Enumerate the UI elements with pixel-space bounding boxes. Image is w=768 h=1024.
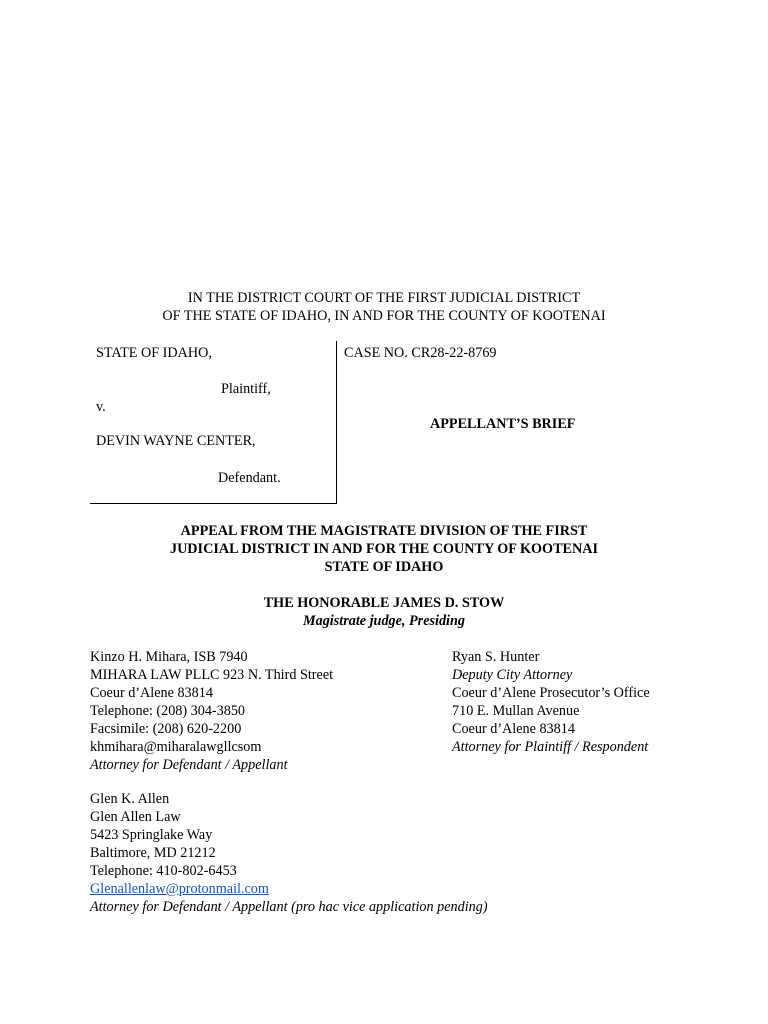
appeal-heading-line-1: APPEAL FROM THE MAGISTRATE DIVISION OF THE FIRST — [180, 523, 588, 539]
case-number: CASE NO. CR28-22-8769 — [344, 345, 497, 361]
counsel-left-fax: Facsimile: (208) 620-2200 — [90, 721, 242, 737]
counsel-bottom-name: Glen K. Allen — [90, 791, 170, 807]
counsel-left-phone: Telephone: (208) 304-3850 — [90, 703, 246, 719]
counsel-bottom-street: 5423 Springlake Way — [90, 827, 213, 843]
counsel-bottom-phone: Telephone: 410-802-6453 — [90, 863, 237, 879]
counsel-left-block — [90, 648, 333, 774]
judge-title: Magistrate judge, Presiding — [303, 613, 465, 629]
versus-label: v. — [96, 399, 106, 415]
defendant-role: Defendant. — [218, 470, 281, 486]
counsel-bottom-city: Baltimore, MD 21212 — [90, 845, 216, 861]
counsel-left-role: Attorney for Defendant / Appellant — [90, 757, 288, 773]
counsel-left-name: Kinzo H. Mihara, ISB 7940 — [90, 649, 248, 665]
caption-horizontal-divider — [90, 503, 337, 504]
plaintiff-role: Plaintiff, — [221, 381, 271, 397]
counsel-bottom-email-link[interactable]: Glenallenlaw@protonmail.com — [90, 881, 269, 897]
defendant-name: DEVIN WAYNE CENTER, — [96, 433, 256, 449]
counsel-left-email: khmihara@miharalawgllcsom — [90, 739, 262, 755]
caption-vertical-divider — [336, 341, 337, 504]
appeal-heading-line-2: JUDICIAL DISTRICT IN AND FOR THE COUNTY OF KOOTENAI — [169, 541, 599, 557]
judge-name: THE HONORABLE JAMES D. STOW — [263, 595, 505, 611]
court-heading-line-1: IN THE DISTRICT COURT OF THE FIRST JUDICIAL DISTRICT — [187, 290, 581, 306]
counsel-right-name: Ryan S. Hunter — [452, 649, 540, 665]
counsel-right-city: Coeur d’Alene 83814 — [452, 721, 575, 737]
court-heading-line-2: OF THE STATE OF IDAHO, IN AND FOR THE COUNTY OF KOOTENAI — [162, 308, 606, 324]
document-title: APPELLANT’S BRIEF — [430, 416, 576, 432]
counsel-right-role: Attorney for Plaintiff / Respondent — [452, 739, 649, 755]
plaintiff-name: STATE OF IDAHO, — [96, 345, 212, 361]
counsel-right-block — [452, 648, 650, 756]
counsel-left-firm: MIHARA LAW PLLC 923 N. Third Street — [90, 667, 334, 683]
counsel-left-city: Coeur d’Alene 83814 — [90, 685, 213, 701]
counsel-bottom-firm: Glen Allen Law — [90, 809, 181, 825]
counsel-right-office: Coeur d’Alene Prosecutor’s Office — [452, 685, 650, 701]
counsel-right-street: 710 E. Mullan Avenue — [452, 703, 580, 719]
appeal-heading-line-3: STATE OF IDAHO — [324, 559, 444, 575]
counsel-right-title: Deputy City Attorney — [452, 667, 573, 683]
counsel-bottom-role: Attorney for Defendant / Appellant (pro hac vice application pending) — [90, 899, 488, 915]
counsel-bottom-block — [90, 790, 488, 916]
